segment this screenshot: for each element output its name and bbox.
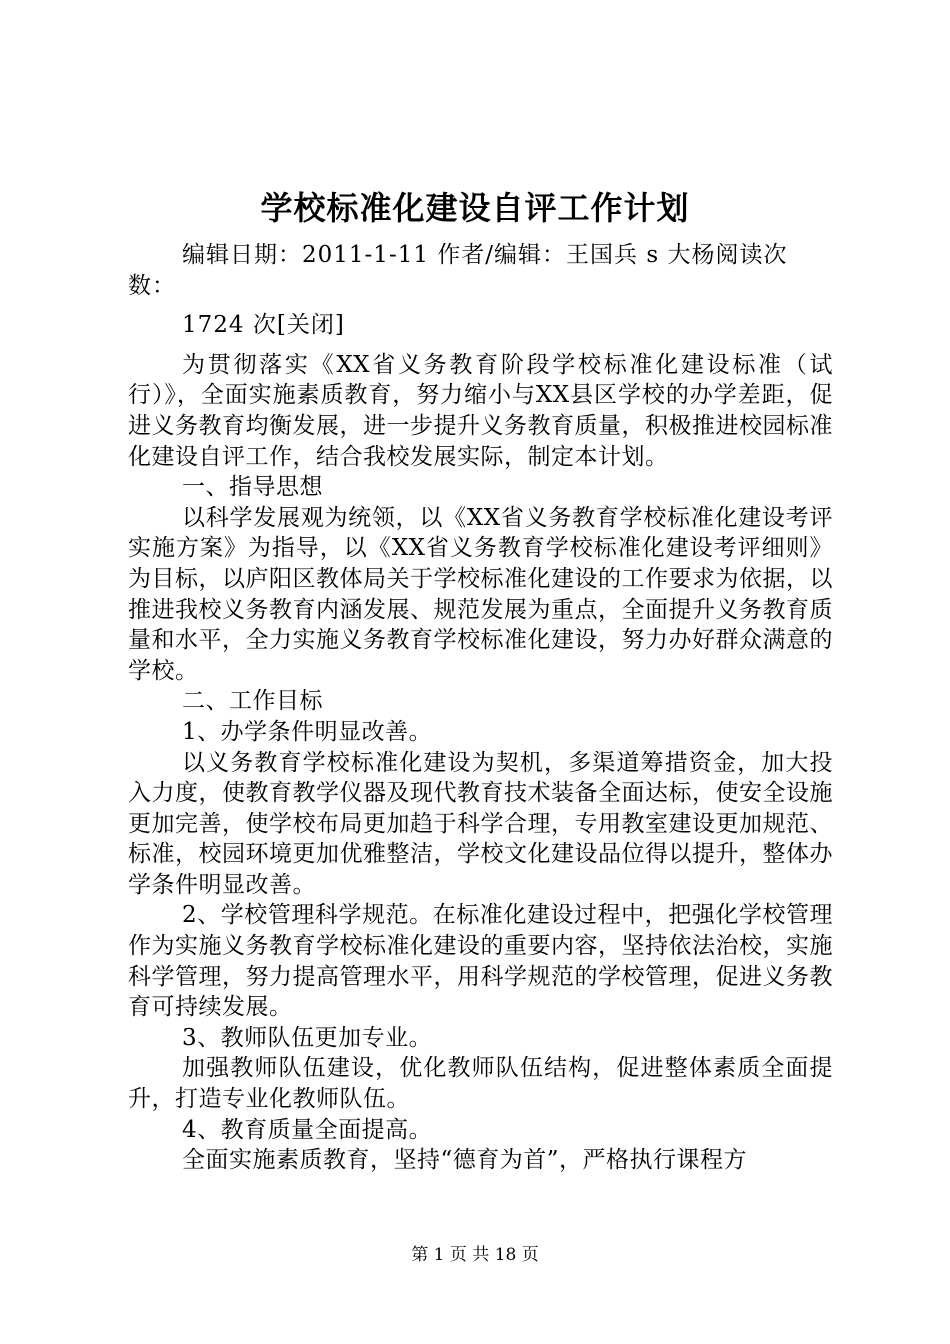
page-footer: 第 1 页 共 18 页 (411, 1245, 539, 1265)
heading-work-goals: 二、工作目标 (182, 688, 323, 715)
paragraph-quality: 全面实施素质教育，坚持“德育为首”，严格执行课程方 (182, 1147, 748, 1174)
document-body (128, 240, 833, 1176)
paragraph-management: 2、学校管理科学规范。在标准化建设过程中，把强化学校管理作为实施义务教育学校标准化建设的重要内容，坚持依法治校，实施科学管理，努力提高管理水平，用科学规范的学校管理，促进义务教育可持续发展。 (128, 902, 833, 1021)
meta-line: 编辑日期：2011-1-11 作者/编辑：王国兵 s 大杨阅读次数： (128, 242, 788, 299)
document-title: 学校标准化建设自评工作计划 (260, 189, 690, 227)
subheading-conditions: 1、办学条件明显改善。 (182, 718, 433, 745)
paragraph-conditions: 以义务教育学校标准化建设为契机，多渠道筹措资金，加大投入力度，使教育教学仪器及现代教育技术装备全面达标，使安全设施更加完善，使学校布局更加趋于科学合理，专用教室建设更加规范、标准，校园环境更加优雅整洁，学校文化建设品位得以提升，整体办学条件明显改善。 (128, 749, 833, 898)
meta-line-reads: 1724 次[关闭] (182, 312, 345, 339)
paragraph-teachers: 加强教师队伍建设，优化教师队伍结构，促进整体素质全面提升，打造专业化教师队伍。 (128, 1055, 833, 1113)
subheading-quality: 4、教育质量全面提高。 (182, 1116, 433, 1143)
paragraph-guiding-ideology: 以科学发展观为统领，以《XX省义务教育学校标准化建设考评实施方案》为指导，以《XX省义务教育学校标准化建设考评细则》为目标，以庐阳区教体局关于学校标准化建设的工作要求为依据，以推进我校义务教育内涵发展、规范发展为重点，全面提升义务教育质量和水平，全力实施义务教育学校标准化建设，努力办好群众满意的学校。 (128, 504, 833, 684)
heading-guiding-ideology: 一、指导思想 (182, 474, 323, 501)
subheading-teachers: 3、教师队伍更加专业。 (182, 1024, 433, 1051)
paragraph-intro: 为贯彻落实《XX省义务教育阶段学校标准化建设标准（试行）》，全面实施素质教育，努力缩小与XX县区学校的办学差距，促进义务教育均衡发展，进一步提升义务教育质量，积极推进校园标准化建设自评工作，结合我校发展实际，制定本计划。 (128, 351, 833, 470)
